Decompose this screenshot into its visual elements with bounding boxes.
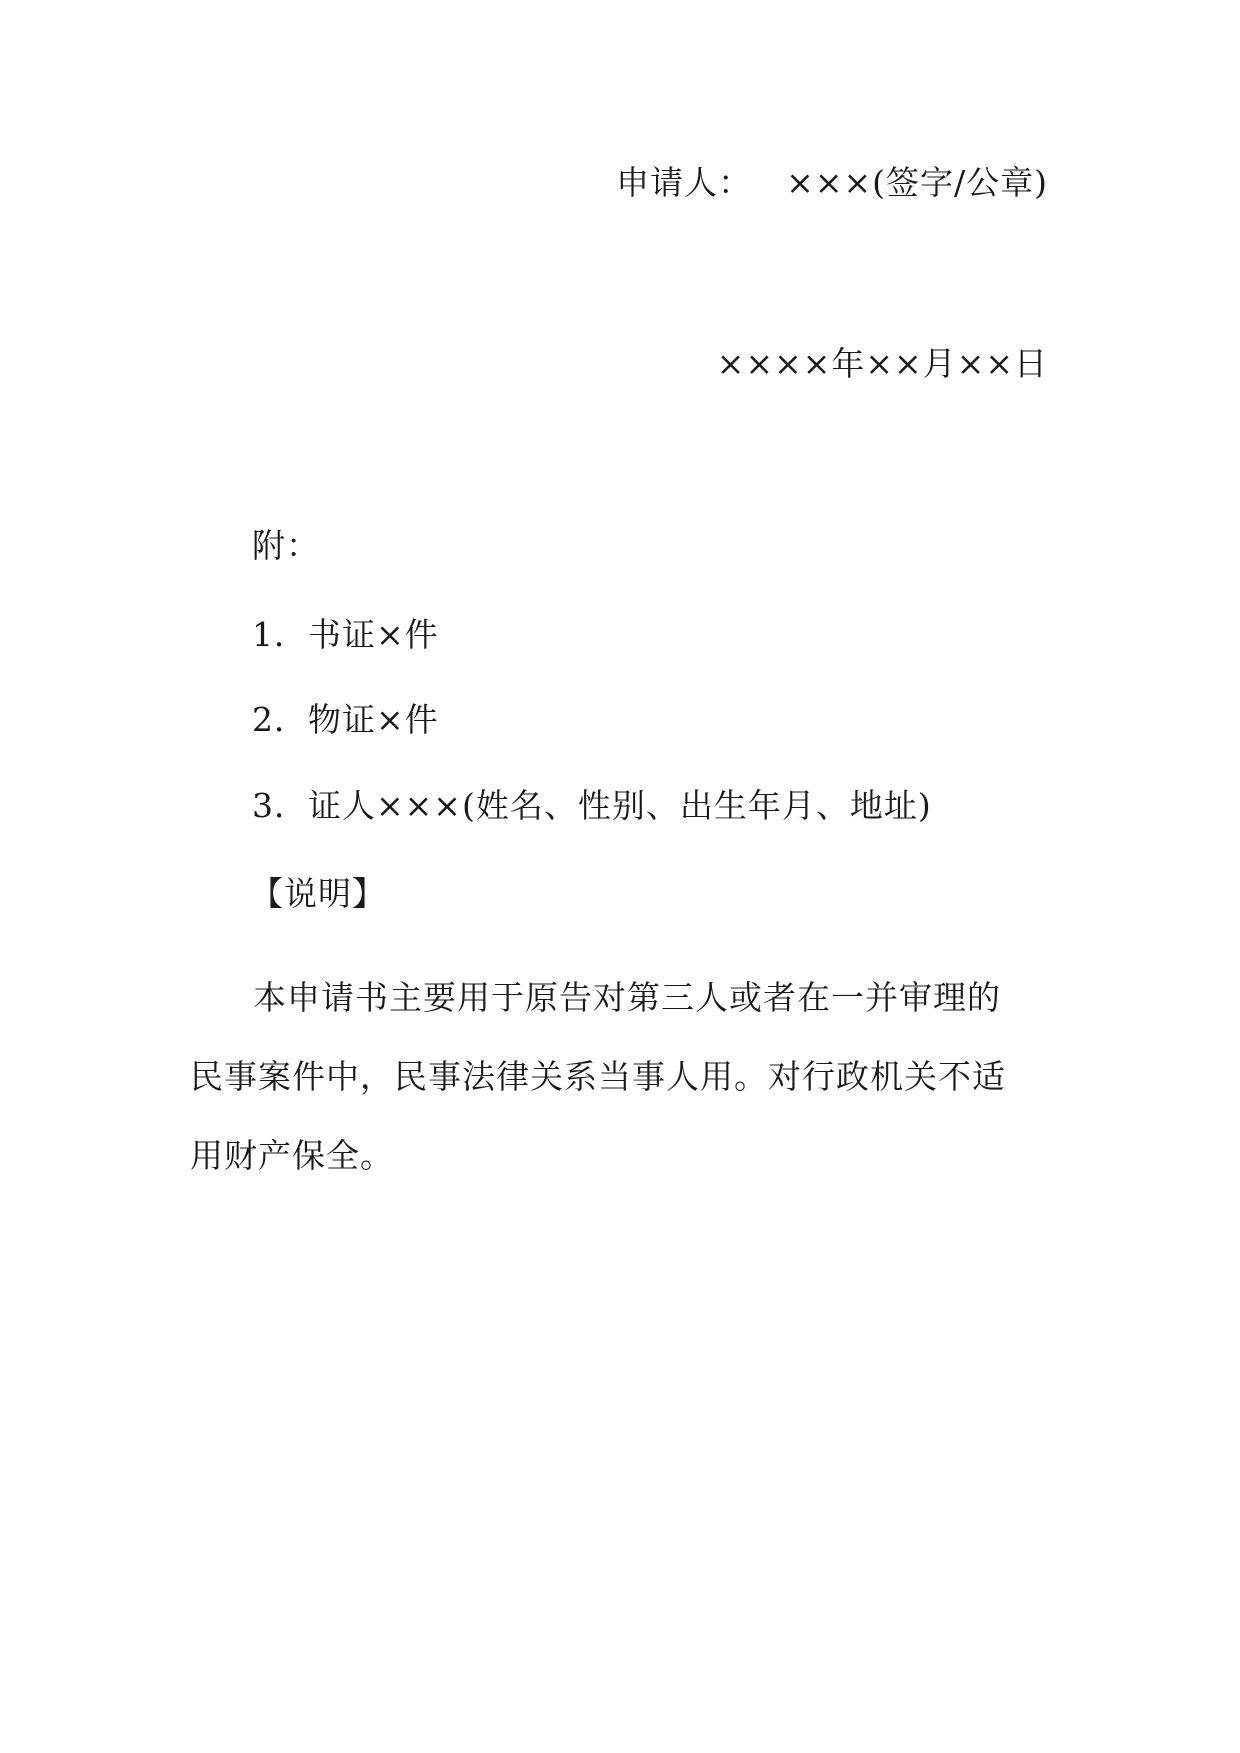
applicant-label: 申请人： [616,163,753,202]
attachment-item: 1．书证×件 [252,615,439,654]
note-body: 本申请书主要用于原告对第三人或者在一并审理的民事案件中，民事法律关系当事人用。对行政机关不适用财产保全。 [190,978,1006,1175]
signature-line [616,163,1048,203]
attachments-heading: 附： [252,526,320,565]
note-heading: 【说明】 [250,874,386,913]
attachment-item: 2．物证×件 [252,700,439,739]
date-line: ××××年××月××日 [716,344,1048,383]
applicant-signature-value: ×××(签字/公章) [786,163,1048,202]
attachment-item: 3．证人×××(姓名、性别、出生年月、地址) [252,786,932,825]
